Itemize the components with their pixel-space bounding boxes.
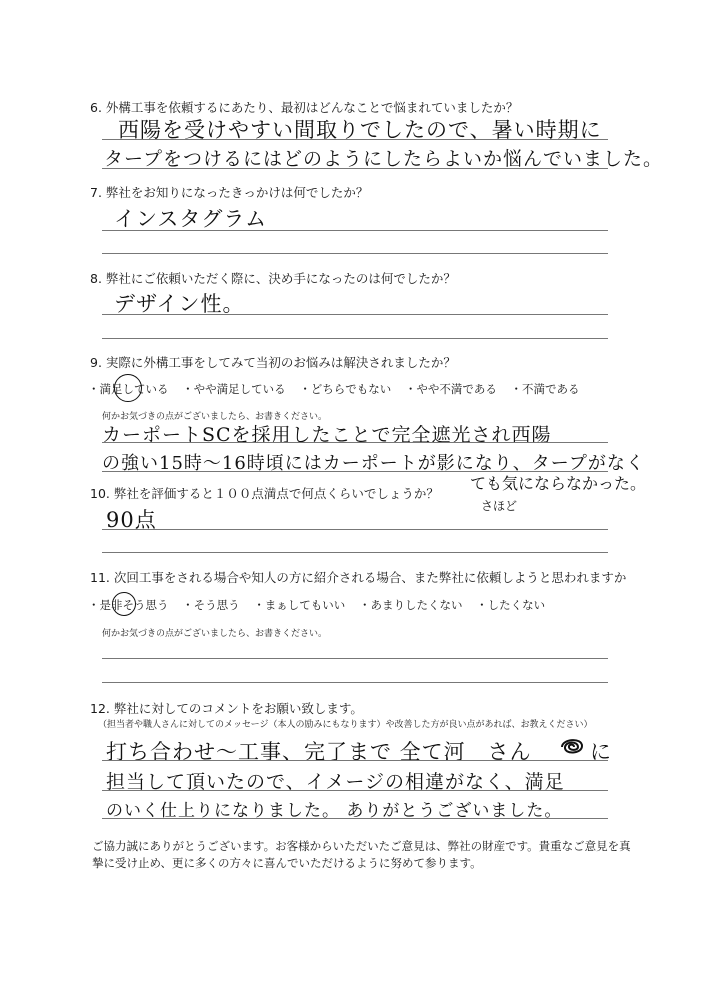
q12-answer-line1: 打ち合わせ〜工事、完了まで 全て河 さん	[106, 740, 532, 764]
q9-option-somewhat-satisfied[interactable]: ・やや満足している	[182, 382, 286, 396]
q11-question: 11. 次回工事をされる場合や知人の方に紹介される場合、また弊社に依頼しようと思われますか	[90, 570, 627, 585]
q9-answer-insert: さほど	[481, 499, 518, 513]
q9-option-dissatisfied[interactable]: ・不満である	[510, 382, 580, 396]
q11-option-definitely[interactable]: ・是非そう思う	[88, 598, 169, 612]
answer-line	[102, 168, 608, 169]
q8-question: 8. 弊社にご依頼いただく際に、決め手になったのは何でしたか？	[90, 271, 456, 286]
answer-line	[102, 760, 608, 761]
q7-answer: インスタグラム	[114, 207, 268, 231]
answer-line	[102, 658, 608, 659]
q9-option-satisfied[interactable]: ・満足している	[88, 382, 169, 396]
q9-options	[88, 381, 590, 397]
answer-line	[102, 314, 608, 315]
q9-answer-line2: の強い15時〜16時頃にはカーポートが影になり、タープがなく	[102, 453, 645, 474]
q6-answer-line1: 西陽を受けやすい間取りでしたので、暑い時期に	[118, 118, 602, 142]
scribble-mark	[558, 735, 586, 757]
selection-circle	[112, 592, 136, 616]
q9-note: 何かお気づきの点がございましたら、お書きください。	[102, 412, 328, 422]
q12-answer-line1b: に	[590, 740, 612, 764]
answer-line	[102, 529, 608, 530]
answer-line	[102, 818, 608, 819]
q8-answer: デザイン性。	[114, 292, 245, 316]
q11-option-not-really[interactable]: ・あまりしたくない	[358, 598, 463, 612]
q6-answer-line2: タープをつけるにはどのようにしたらよいか悩んでいました。	[104, 148, 664, 170]
q9-question: 9. 実際に外構工事をしてみて当初のお悩みは解決されましたか？	[90, 355, 456, 370]
q9-option-neutral[interactable]: ・どちらでもない	[299, 382, 392, 396]
q12-answer-line3: のいく仕上りになりました。 ありがとうございました。	[106, 801, 563, 821]
q11-option-maybe[interactable]: ・まぁしてもいい	[253, 598, 346, 612]
q9-option-somewhat-dissatisfied[interactable]: ・やや不満である	[404, 382, 497, 396]
q6-question: 6. 外構工事を依頼するにあたり、最初はどんなことで悩まれていましたか？	[90, 100, 519, 115]
q12-answer-line2: 担当して頂いたので、イメージの相違がなく、満足	[106, 771, 565, 793]
q7-question: 7. 弊社をお知りになったきっかけは何でしたか？	[90, 185, 369, 200]
selection-circle	[114, 374, 142, 402]
answer-line	[102, 682, 608, 683]
answer-line	[102, 139, 608, 140]
closing-message: ご協力誠にありがとうございます。お客様からいただいたご意見は、弊社の財産です。貴重なご意見を真摯に受け止め、更に多くの方々に喜んでいただけるように努めて参ります。	[92, 839, 631, 870]
q11-option-yes[interactable]: ・そう思う	[182, 598, 240, 612]
answer-line	[102, 253, 608, 254]
q12-question: 12. 弊社に対してのコメントをお願い致します。	[90, 701, 363, 716]
answer-line	[102, 552, 608, 553]
answer-line	[102, 230, 608, 231]
q9-answer-line1: カーポートSCを採用したことで完全遮光され西陽	[102, 424, 552, 446]
q9-answer-line3: ても気にならなかった。	[470, 474, 647, 493]
q11-options	[88, 597, 555, 613]
q10-question: 10. 弊社を評価すると１００点満点で何点くらいでしょうか？	[90, 486, 439, 501]
q10-answer: 90点	[106, 508, 157, 532]
q12-note: （担当者や職人さんに対してのメッセージ（本人の励みにもなります）や改善した方が良い点があれば、お教えください）	[98, 720, 593, 730]
answer-line	[102, 338, 608, 339]
q11-option-no[interactable]: ・したくない	[476, 598, 546, 612]
answer-line	[102, 442, 608, 443]
answer-line	[102, 790, 608, 791]
q11-note: 何かお気づきの点がございましたら、お書きください。	[102, 629, 328, 639]
